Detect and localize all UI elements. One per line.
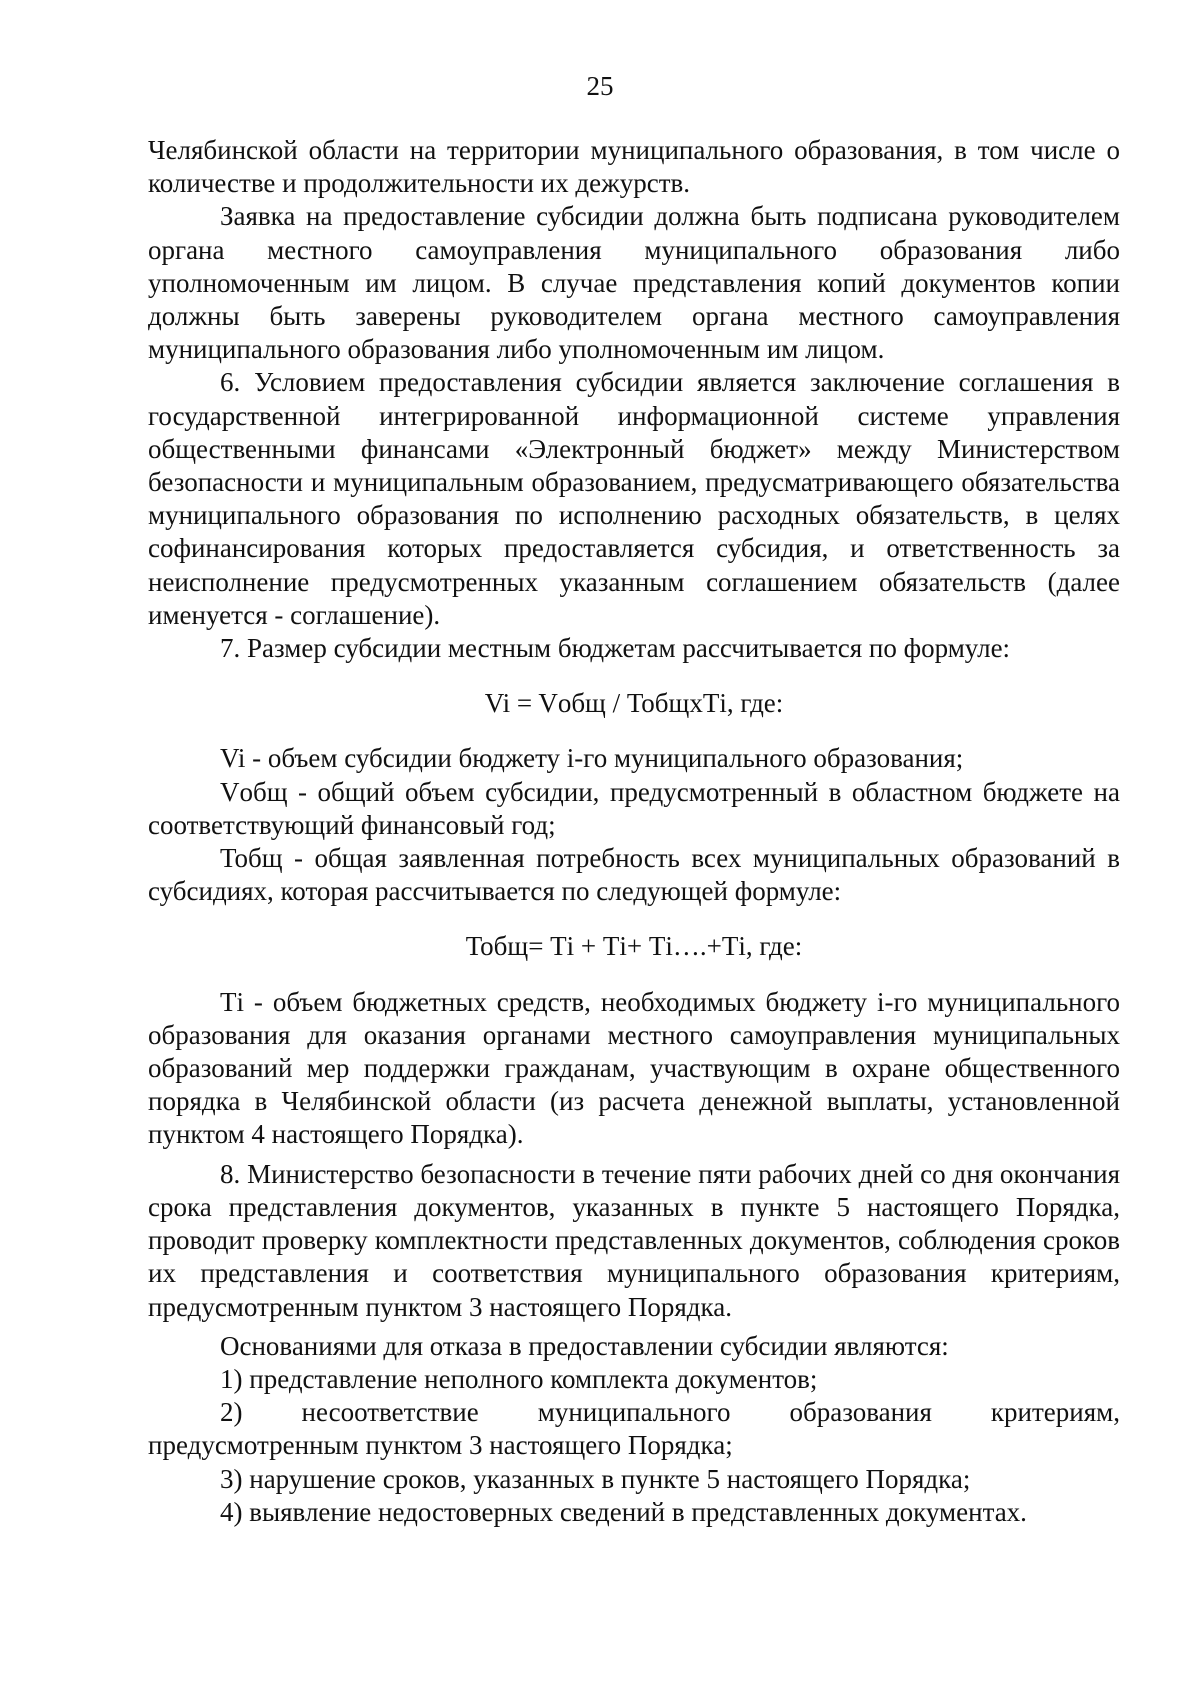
paragraph-item-7: 7. Размер субсидии местным бюджетам рассчитывается по формуле: [220,633,1011,664]
paragraph-continuation: Челябинской области на территории муниципального образования, в том числе о количестве и продолжительности их дежурств. [148,135,1120,199]
paragraph-refusal-grounds: Основаниями для отказа в предоставлении субсидии являются: [220,1330,949,1361]
paragraph-application-signature: Заявка на предоставление субсидии должна быть подписана руководителем органа местного самоуправления муниципального образования либо уполномоченным им лицом. В случае представления копий документов копии должны быть заверены руководителем органа местного самоуправления муниципального образования либо уполномоченным им лицом. [148,201,1120,365]
document-body [148,134,1120,1529]
definition-vobsch: Vобщ - общий объем субсидии, предусмотренный в областном бюджете на соответствующий финансовый год; [148,776,1120,840]
list-item: 3) нарушение сроков, указанных в пункте 5 настоящего Порядка; [220,1463,971,1494]
page-number: 25 [586,71,614,101]
list-item: 2) несоответствие муниципального образования критериям, предусмотренным пунктом 3 настоящего Порядка; [148,1397,1120,1461]
definition-tobsch: Тобщ - общая заявленная потребность всех муниципальных образований в субсидиях, которая рассчитывается по следующей формуле: [148,843,1120,907]
paragraph-item-8: 8. Министерство безопасности в течение пяти рабочих дней со дня окончания срока представления документов, указанных в пункте 5 настоящего Порядка, проводит проверку комплектности представленных документов, соблюдения сроков их представления и соответствия муниципального образования критериям, предусмотренным пунктом 3 настоящего Порядка. [148,1158,1120,1322]
list-item: 4) выявление недостоверных сведений в представленных документах. [220,1496,1027,1527]
definition-vi: Vi - объем субсидии бюджету i-го муниципального образования; [220,743,964,774]
list-item: 1) представление неполного комплекта документов; [220,1363,818,1394]
formula-total-need: Тобщ= Тi + Тi+ Тi….+Тi, где: [465,931,803,962]
definition-ti: Тi - объем бюджетных средств, необходимых бюджету i-го муниципального образования для оказания органами местного самоуправления муниципальных образований мер поддержки гражданам, участвующим в охране общественного порядка в Челябинской области (из расчета денежной выплаты, установленной пунктом 4 настоящего Порядка). [148,986,1120,1150]
formula-subsidy-size: Vi = Vобщ / ТобщxТi, где: [484,688,784,719]
paragraph-item-6: 6. Условием предоставления субсидии является заключение соглашения в государственной интегрированной информационной системе управления общественными финансами «Электронный бюджет» между Министерством безопасности и муниципальным образованием, предусматривающего обязательства муниципального образования по исполнению расходных обязательств, в целях софинансирования которых предоставляется субсидия, и ответственность за неисполнение предусмотренных указанным соглашением обязательств (далее именуется - соглашение). [148,367,1120,630]
